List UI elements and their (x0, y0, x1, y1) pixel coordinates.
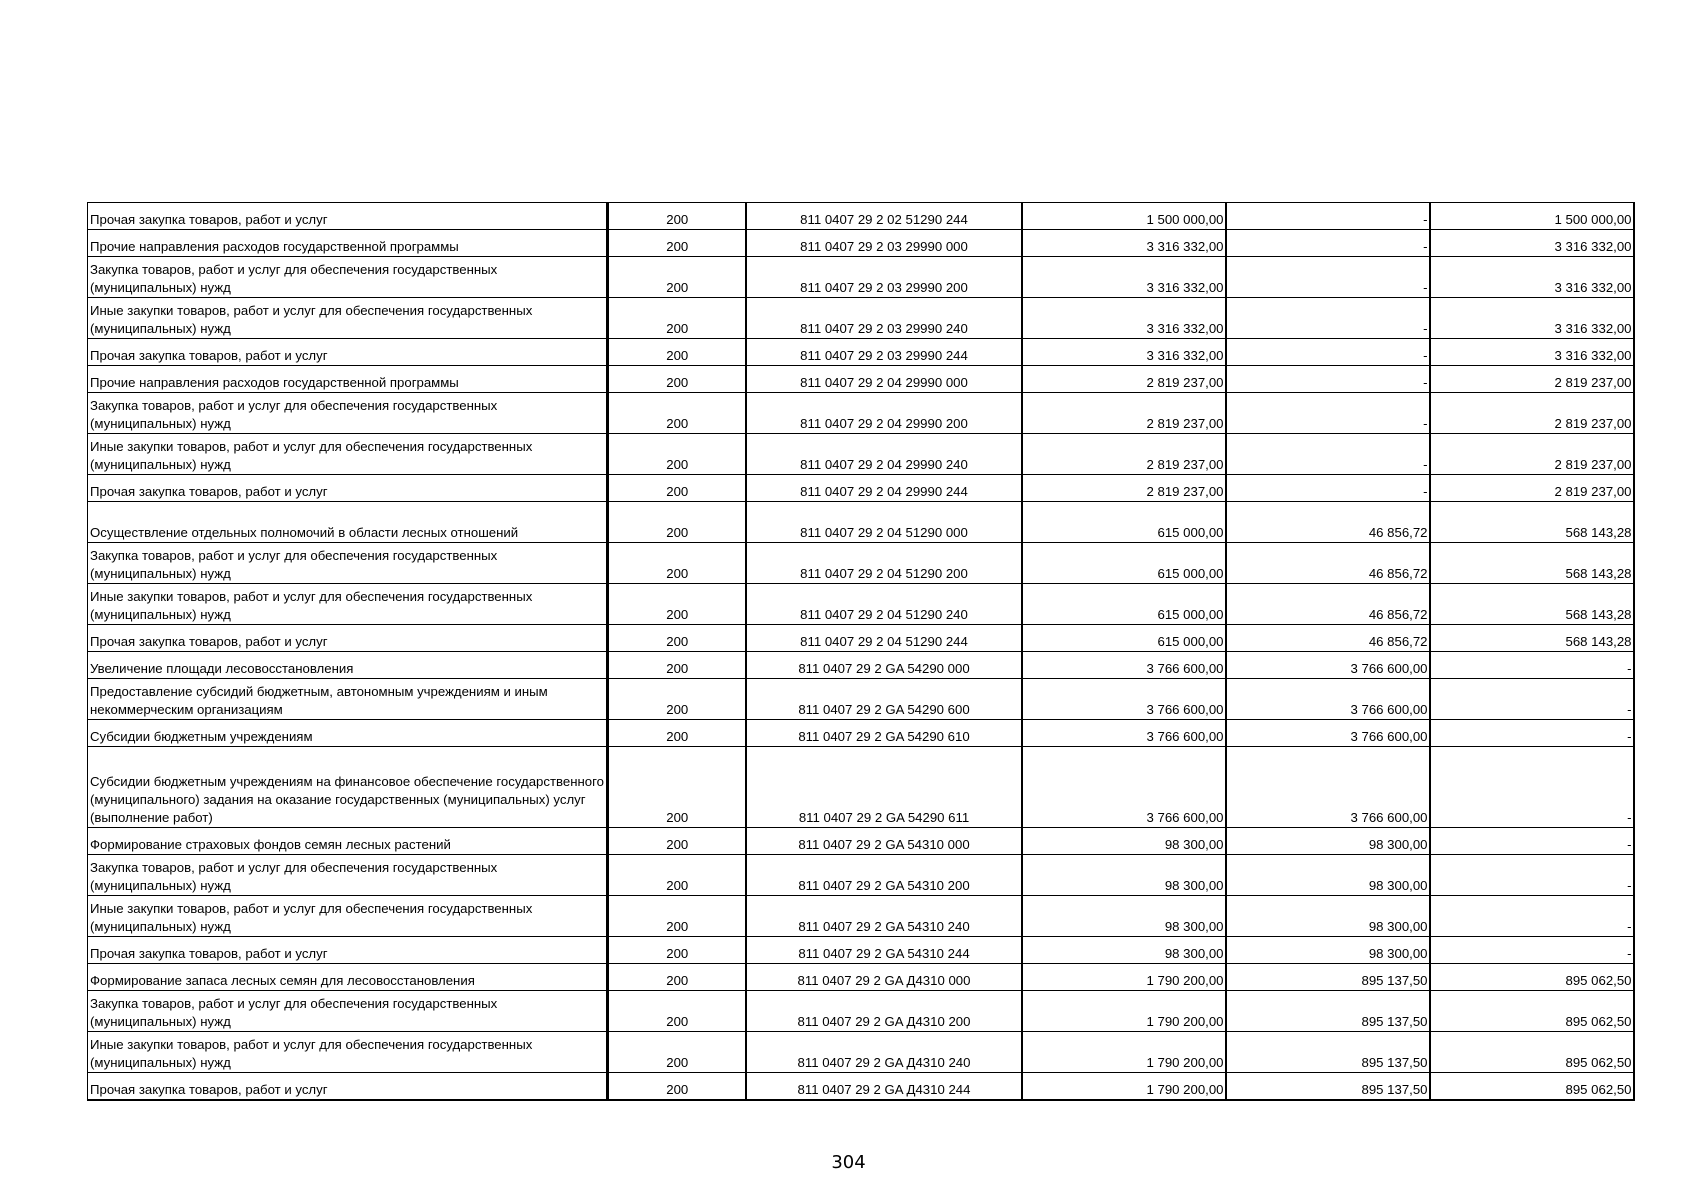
row-budget-code-cell: 811 0407 29 2 03 29990 200 (746, 257, 1022, 298)
row-unexecuted-cell: 895 062,50 (1430, 1073, 1634, 1101)
row-budget-code-cell: 811 0407 29 2 04 29990 240 (746, 434, 1022, 475)
row-budget-code-cell: 811 0407 29 2 GA Д4310 240 (746, 1032, 1022, 1073)
row-executed-cell: - (1226, 203, 1430, 230)
row-approved-cell: 2 819 237,00 (1022, 393, 1226, 434)
table-row (88, 964, 1634, 991)
row-budget-code-cell: 811 0407 29 2 04 51290 240 (746, 584, 1022, 625)
row-unexecuted-cell: - (1430, 652, 1634, 679)
row-line-code-cell: 200 (608, 502, 746, 543)
row-name-cell: Субсидии бюджетным учреждениям (88, 720, 608, 747)
row-approved-cell: 3 316 332,00 (1022, 257, 1226, 298)
row-unexecuted-cell: 3 316 332,00 (1430, 339, 1634, 366)
row-budget-code-cell: 811 0407 29 2 GA Д4310 000 (746, 964, 1022, 991)
row-executed-cell: - (1226, 339, 1430, 366)
row-unexecuted-cell: - (1430, 937, 1634, 964)
row-approved-cell: 615 000,00 (1022, 584, 1226, 625)
row-unexecuted-cell: - (1430, 855, 1634, 896)
row-name-cell: Прочая закупка товаров, работ и услуг (88, 625, 608, 652)
row-executed-cell: 3 766 600,00 (1226, 652, 1430, 679)
row-approved-cell: 3 766 600,00 (1022, 679, 1226, 720)
table-row (88, 1073, 1634, 1101)
row-executed-cell: - (1226, 230, 1430, 257)
page-number: 304 (831, 1152, 866, 1173)
row-unexecuted-cell: - (1430, 747, 1634, 828)
row-approved-cell: 1 790 200,00 (1022, 964, 1226, 991)
table-row (88, 747, 1634, 828)
row-name-cell: Иные закупки товаров, работ и услуг для обеспечения государственных (муниципальных) нужд (88, 1032, 608, 1073)
row-line-code-cell: 200 (608, 298, 746, 339)
row-executed-cell: 895 137,50 (1226, 1032, 1430, 1073)
row-name-cell: Осуществление отдельных полномочий в области лесных отношений (88, 502, 608, 543)
row-line-code-cell: 200 (608, 339, 746, 366)
row-budget-code-cell: 811 0407 29 2 GA 54290 600 (746, 679, 1022, 720)
row-executed-cell: 895 137,50 (1226, 1073, 1430, 1101)
row-budget-code-cell: 811 0407 29 2 GA 54290 610 (746, 720, 1022, 747)
row-approved-cell: 1 500 000,00 (1022, 203, 1226, 230)
table-row (88, 230, 1634, 257)
table-row (88, 366, 1634, 393)
row-name-cell: Иные закупки товаров, работ и услуг для обеспечения государственных (муниципальных) нужд (88, 298, 608, 339)
row-line-code-cell: 200 (608, 625, 746, 652)
row-budget-code-cell: 811 0407 29 2 GA 54310 244 (746, 937, 1022, 964)
table-row (88, 434, 1634, 475)
row-approved-cell: 1 790 200,00 (1022, 1032, 1226, 1073)
row-name-cell: Иные закупки товаров, работ и услуг для обеспечения государственных (муниципальных) нужд (88, 896, 608, 937)
row-budget-code-cell: 811 0407 29 2 GA Д4310 244 (746, 1073, 1022, 1101)
row-approved-cell: 615 000,00 (1022, 502, 1226, 543)
row-executed-cell: - (1226, 393, 1430, 434)
row-unexecuted-cell: 2 819 237,00 (1430, 434, 1634, 475)
row-approved-cell: 3 316 332,00 (1022, 230, 1226, 257)
table-row (88, 679, 1634, 720)
row-name-cell: Закупка товаров, работ и услуг для обеспечения государственных (муниципальных) нужд (88, 855, 608, 896)
table-row (88, 652, 1634, 679)
row-unexecuted-cell: 568 143,28 (1430, 502, 1634, 543)
table-row (88, 991, 1634, 1032)
row-unexecuted-cell: 568 143,28 (1430, 625, 1634, 652)
row-budget-code-cell: 811 0407 29 2 GA 54310 240 (746, 896, 1022, 937)
row-name-cell: Закупка товаров, работ и услуг для обеспечения государственных (муниципальных) нужд (88, 543, 608, 584)
table-row (88, 937, 1634, 964)
row-unexecuted-cell: 3 316 332,00 (1430, 230, 1634, 257)
row-line-code-cell: 200 (608, 828, 746, 855)
table-row (88, 584, 1634, 625)
row-unexecuted-cell: 568 143,28 (1430, 584, 1634, 625)
row-executed-cell: - (1226, 434, 1430, 475)
row-budget-code-cell: 811 0407 29 2 04 29990 244 (746, 475, 1022, 502)
row-executed-cell: 3 766 600,00 (1226, 747, 1430, 828)
row-name-cell: Иные закупки товаров, работ и услуг для обеспечения государственных (муниципальных) нужд (88, 434, 608, 475)
row-line-code-cell: 200 (608, 1073, 746, 1101)
row-executed-cell: - (1226, 366, 1430, 393)
row-unexecuted-cell: 895 062,50 (1430, 964, 1634, 991)
row-name-cell: Прочая закупка товаров, работ и услуг (88, 937, 608, 964)
row-name-cell: Увеличение площади лесовосстановления (88, 652, 608, 679)
row-name-cell: Субсидии бюджетным учреждениям на финансовое обеспечение государственного (муниципального) задания на оказание государственных (муниципальных) услуг (выполнение работ) (88, 747, 608, 828)
row-line-code-cell: 200 (608, 1032, 746, 1073)
row-unexecuted-cell: 3 316 332,00 (1430, 298, 1634, 339)
row-approved-cell: 3 316 332,00 (1022, 298, 1226, 339)
row-executed-cell: 98 300,00 (1226, 828, 1430, 855)
row-budget-code-cell: 811 0407 29 2 04 29990 000 (746, 366, 1022, 393)
row-approved-cell: 2 819 237,00 (1022, 366, 1226, 393)
row-budget-code-cell: 811 0407 29 2 GA 54290 611 (746, 747, 1022, 828)
row-approved-cell: 98 300,00 (1022, 855, 1226, 896)
row-line-code-cell: 200 (608, 543, 746, 584)
table-row (88, 855, 1634, 896)
row-line-code-cell: 200 (608, 679, 746, 720)
table-row (88, 720, 1634, 747)
row-name-cell: Формирование страховых фондов семян лесных растений (88, 828, 608, 855)
row-line-code-cell: 200 (608, 991, 746, 1032)
row-line-code-cell: 200 (608, 434, 746, 475)
row-executed-cell: 895 137,50 (1226, 991, 1430, 1032)
table-row (88, 543, 1634, 584)
row-approved-cell: 98 300,00 (1022, 937, 1226, 964)
row-executed-cell: 3 766 600,00 (1226, 679, 1430, 720)
row-approved-cell: 3 316 332,00 (1022, 339, 1226, 366)
row-budget-code-cell: 811 0407 29 2 04 51290 200 (746, 543, 1022, 584)
row-name-cell: Иные закупки товаров, работ и услуг для обеспечения государственных (муниципальных) нужд (88, 584, 608, 625)
row-unexecuted-cell: 895 062,50 (1430, 991, 1634, 1032)
table-row (88, 475, 1634, 502)
row-name-cell: Прочая закупка товаров, работ и услуг (88, 475, 608, 502)
row-unexecuted-cell: - (1430, 828, 1634, 855)
row-executed-cell: 98 300,00 (1226, 937, 1430, 964)
table-row (88, 1032, 1634, 1073)
row-name-cell: Закупка товаров, работ и услуг для обеспечения государственных (муниципальных) нужд (88, 393, 608, 434)
row-budget-code-cell: 811 0407 29 2 03 29990 244 (746, 339, 1022, 366)
table-row (88, 203, 1634, 230)
table-row (88, 828, 1634, 855)
row-executed-cell: 98 300,00 (1226, 896, 1430, 937)
row-executed-cell: - (1226, 257, 1430, 298)
row-unexecuted-cell: 1 500 000,00 (1430, 203, 1634, 230)
row-unexecuted-cell: 568 143,28 (1430, 543, 1634, 584)
row-budget-code-cell: 811 0407 29 2 GA 54310 000 (746, 828, 1022, 855)
row-budget-code-cell: 811 0407 29 2 04 51290 244 (746, 625, 1022, 652)
row-name-cell: Закупка товаров, работ и услуг для обеспечения государственных (муниципальных) нужд (88, 991, 608, 1032)
budget-execution-table (87, 202, 1635, 1101)
row-executed-cell: 98 300,00 (1226, 855, 1430, 896)
row-budget-code-cell: 811 0407 29 2 GA 54310 200 (746, 855, 1022, 896)
row-executed-cell: 46 856,72 (1226, 625, 1430, 652)
row-executed-cell: 46 856,72 (1226, 543, 1430, 584)
table-row (88, 298, 1634, 339)
row-budget-code-cell: 811 0407 29 2 04 29990 200 (746, 393, 1022, 434)
row-name-cell: Предоставление субсидий бюджетным, автономным учреждениям и иным некоммерческим организациям (88, 679, 608, 720)
table-row (88, 625, 1634, 652)
row-line-code-cell: 200 (608, 937, 746, 964)
row-line-code-cell: 200 (608, 366, 746, 393)
row-executed-cell: 46 856,72 (1226, 502, 1430, 543)
row-line-code-cell: 200 (608, 230, 746, 257)
row-budget-code-cell: 811 0407 29 2 GA 54290 000 (746, 652, 1022, 679)
row-budget-code-cell: 811 0407 29 2 03 29990 000 (746, 230, 1022, 257)
table-row (88, 896, 1634, 937)
row-name-cell: Прочая закупка товаров, работ и услуг (88, 203, 608, 230)
table-row (88, 257, 1634, 298)
row-unexecuted-cell: 2 819 237,00 (1430, 393, 1634, 434)
row-name-cell: Прочая закупка товаров, работ и услуг (88, 339, 608, 366)
row-unexecuted-cell: 3 316 332,00 (1430, 257, 1634, 298)
row-unexecuted-cell: 2 819 237,00 (1430, 366, 1634, 393)
row-approved-cell: 1 790 200,00 (1022, 1073, 1226, 1101)
row-line-code-cell: 200 (608, 896, 746, 937)
row-line-code-cell: 200 (608, 720, 746, 747)
row-executed-cell: 46 856,72 (1226, 584, 1430, 625)
budget-table-body (88, 203, 1634, 1101)
row-line-code-cell: 200 (608, 584, 746, 625)
row-approved-cell: 98 300,00 (1022, 896, 1226, 937)
table-row (88, 393, 1634, 434)
row-unexecuted-cell: 895 062,50 (1430, 1032, 1634, 1073)
row-name-cell: Формирование запаса лесных семян для лесовосстановления (88, 964, 608, 991)
row-line-code-cell: 200 (608, 855, 746, 896)
row-approved-cell: 2 819 237,00 (1022, 434, 1226, 475)
row-approved-cell: 3 766 600,00 (1022, 720, 1226, 747)
row-budget-code-cell: 811 0407 29 2 04 51290 000 (746, 502, 1022, 543)
row-approved-cell: 3 766 600,00 (1022, 652, 1226, 679)
row-executed-cell: - (1226, 475, 1430, 502)
row-name-cell: Прочие направления расходов государственной программы (88, 230, 608, 257)
row-line-code-cell: 200 (608, 203, 746, 230)
row-line-code-cell: 200 (608, 964, 746, 991)
row-approved-cell: 98 300,00 (1022, 828, 1226, 855)
row-executed-cell: 895 137,50 (1226, 964, 1430, 991)
row-budget-code-cell: 811 0407 29 2 02 51290 244 (746, 203, 1022, 230)
row-unexecuted-cell: 2 819 237,00 (1430, 475, 1634, 502)
row-line-code-cell: 200 (608, 393, 746, 434)
row-approved-cell: 1 790 200,00 (1022, 991, 1226, 1032)
row-approved-cell: 615 000,00 (1022, 543, 1226, 584)
row-unexecuted-cell: - (1430, 896, 1634, 937)
row-approved-cell: 615 000,00 (1022, 625, 1226, 652)
row-name-cell: Закупка товаров, работ и услуг для обеспечения государственных (муниципальных) нужд (88, 257, 608, 298)
row-budget-code-cell: 811 0407 29 2 GA Д4310 200 (746, 991, 1022, 1032)
row-executed-cell: 3 766 600,00 (1226, 720, 1430, 747)
row-line-code-cell: 200 (608, 747, 746, 828)
row-approved-cell: 3 766 600,00 (1022, 747, 1226, 828)
table-row (88, 339, 1634, 366)
row-line-code-cell: 200 (608, 257, 746, 298)
row-name-cell: Прочие направления расходов государственной программы (88, 366, 608, 393)
row-name-cell: Прочая закупка товаров, работ и услуг (88, 1073, 608, 1101)
row-line-code-cell: 200 (608, 475, 746, 502)
row-executed-cell: - (1226, 298, 1430, 339)
row-unexecuted-cell: - (1430, 679, 1634, 720)
row-unexecuted-cell: - (1430, 720, 1634, 747)
row-approved-cell: 2 819 237,00 (1022, 475, 1226, 502)
row-budget-code-cell: 811 0407 29 2 03 29990 240 (746, 298, 1022, 339)
row-line-code-cell: 200 (608, 652, 746, 679)
table-row (88, 502, 1634, 543)
